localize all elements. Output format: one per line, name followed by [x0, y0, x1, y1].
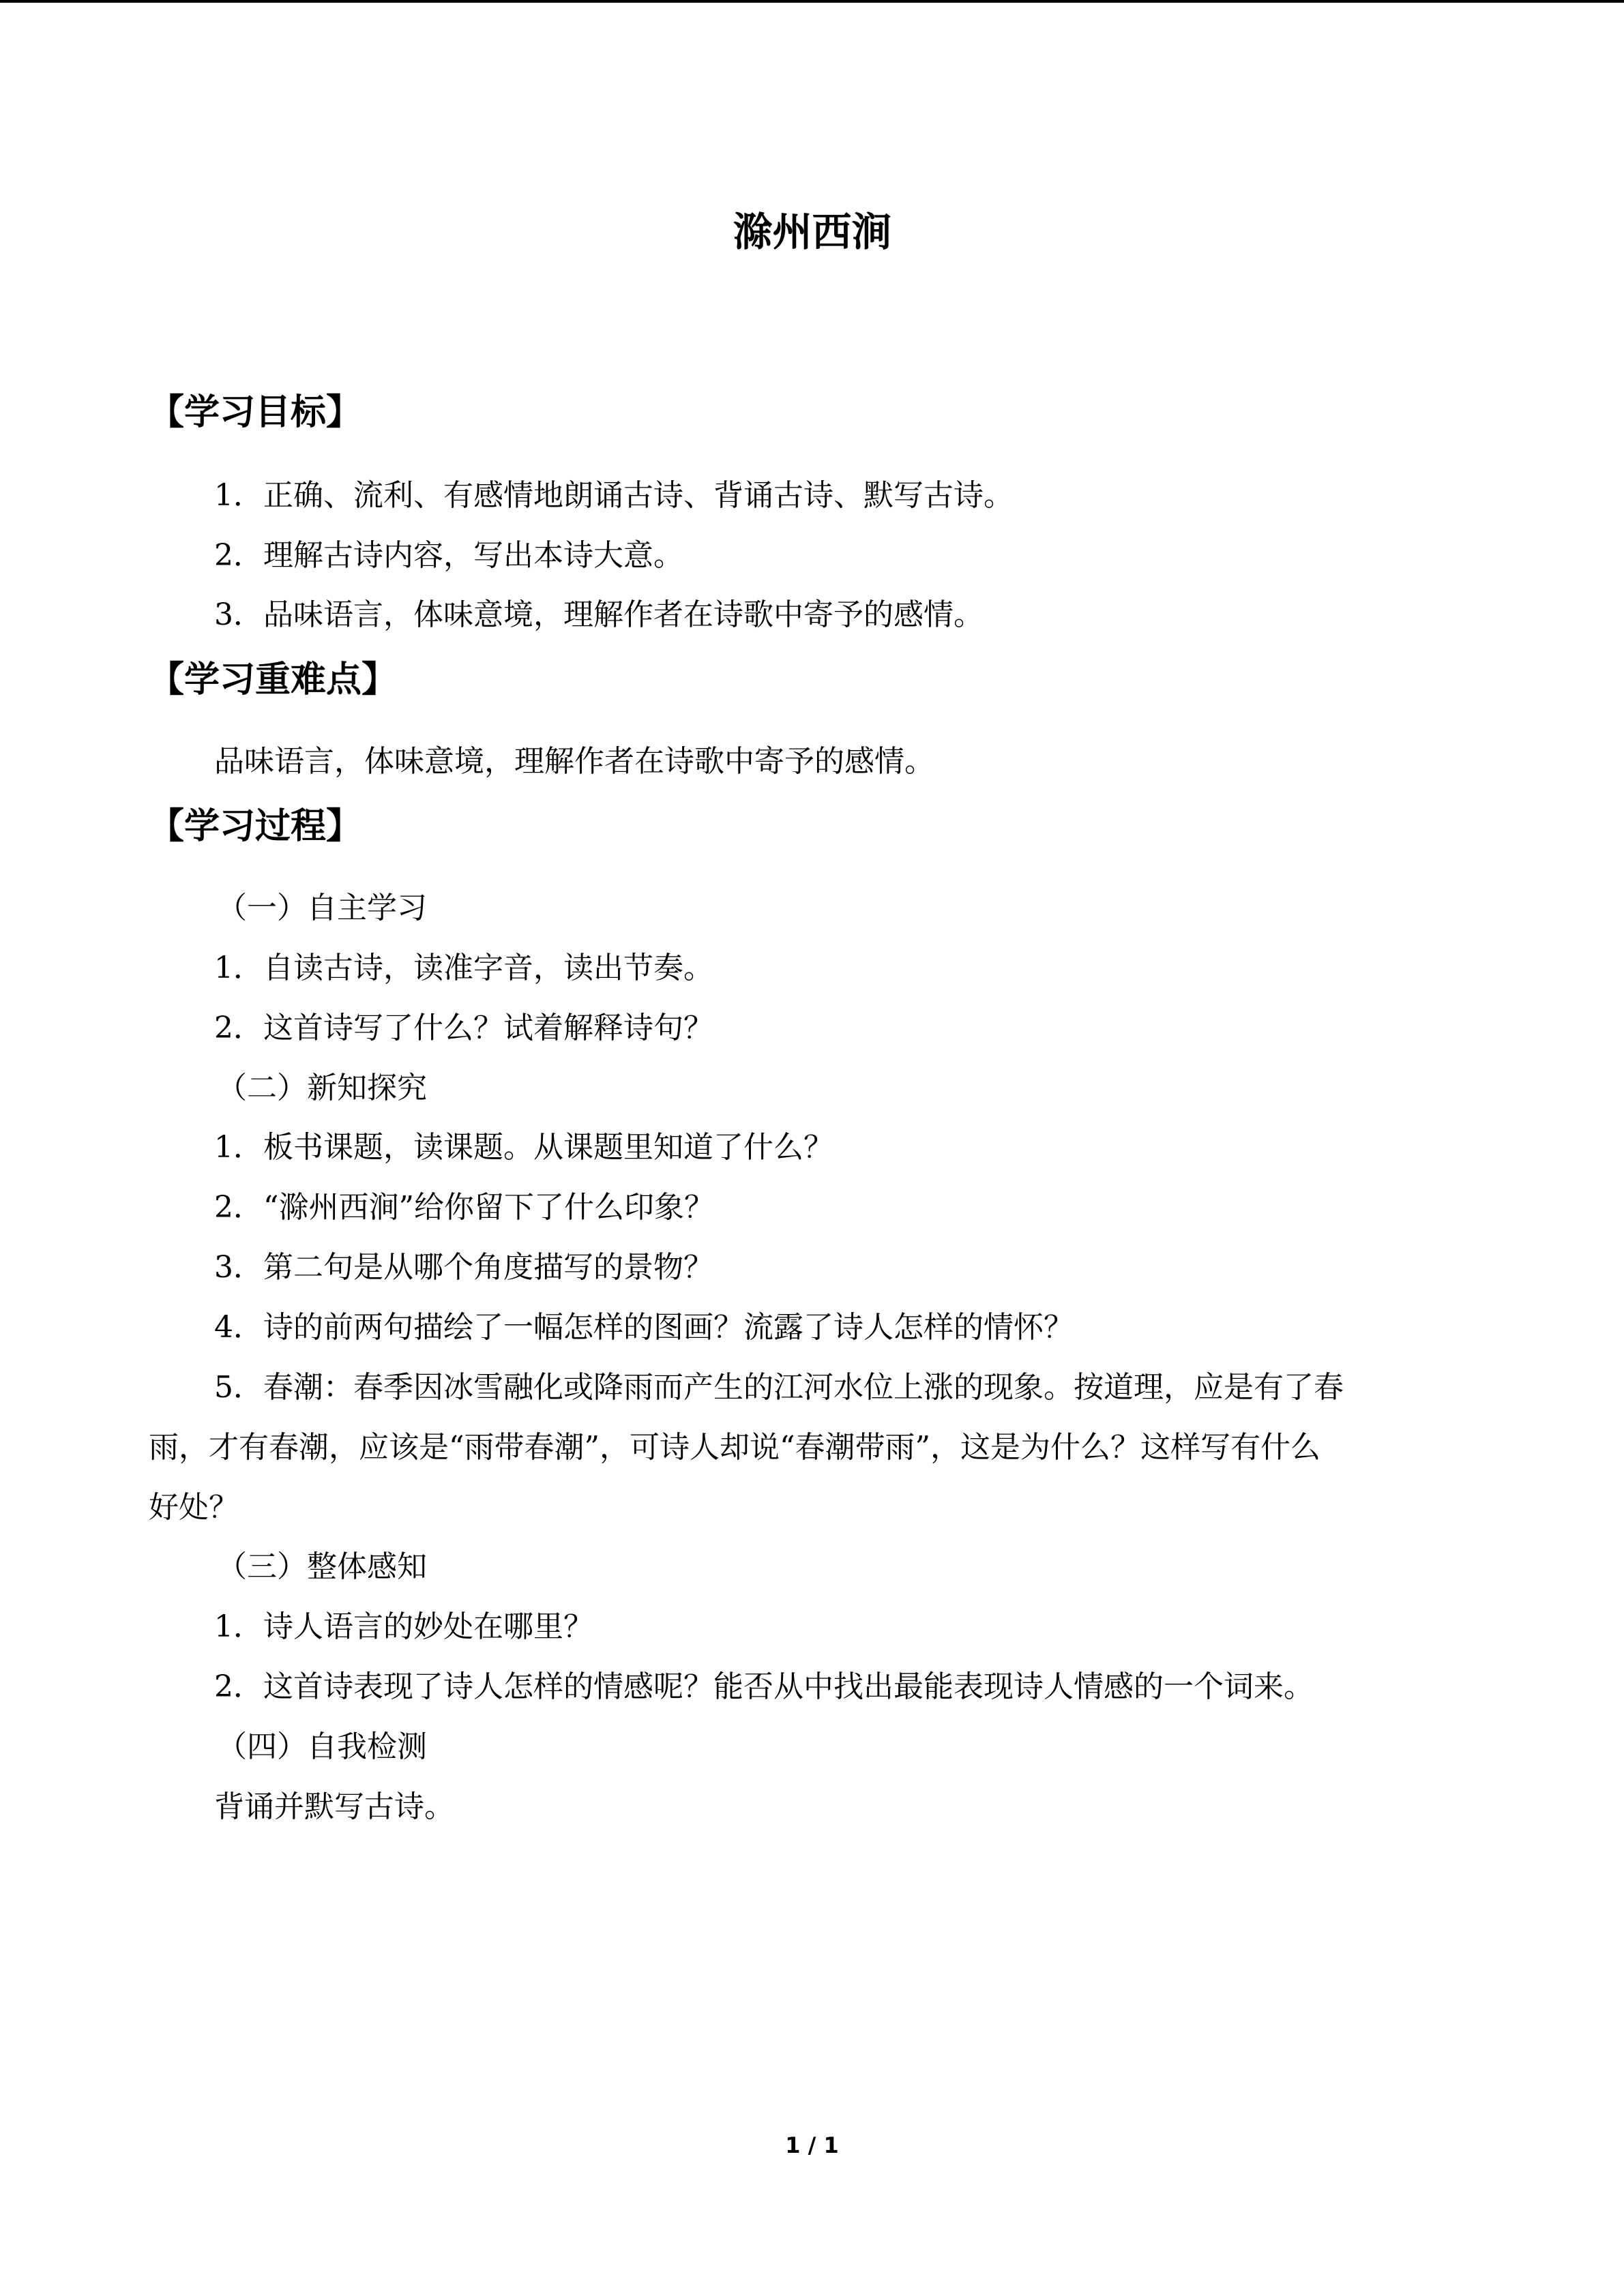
- objective-item-2: 2．理解古诗内容，写出本诗大意。: [214, 538, 683, 573]
- part1-title: （一）自主学习: [217, 891, 427, 925]
- objective-item-3: 3．品味语言，体味意境，理解作者在诗歌中寄予的感情。: [214, 597, 984, 632]
- heading-objectives: 【学习目标】: [149, 392, 362, 433]
- key-points-text: 品味语言，体味意境，理解作者在诗歌中寄予的感情。: [214, 744, 934, 779]
- part2-item-2: 2．“滁州西涧”给你留下了什么印象？: [214, 1190, 714, 1225]
- part1-item-2: 2．这首诗写了什么？试着解释诗句？: [214, 1011, 713, 1045]
- part2-item-1: 1．板书课题，读课题。从课题里知道了什么？: [214, 1130, 833, 1165]
- part4-text: 背诵并默写古诗。: [214, 1789, 454, 1824]
- part2-title: （二）新知探究: [217, 1071, 427, 1105]
- page-number: 1 / 1: [785, 2132, 839, 2158]
- objective-item-1: 1．正确、流利、有感情地朗诵古诗、背诵古诗、默写古诗。: [214, 478, 1014, 513]
- part2-item-3: 3．第二句是从哪个角度描写的景物？: [214, 1250, 713, 1285]
- part3-title: （三）整体感知: [217, 1549, 427, 1584]
- part2-item-5-line-2: 雨，才有春潮，应该是“雨带春潮”，可诗人却说“春潮带雨”，这是为什么？这样写有什么: [149, 1430, 1320, 1465]
- part1-item-1: 1．自读古诗，读准字音，读出节奏。: [214, 951, 713, 985]
- part3-item-1: 1．诗人语言的妙处在哪里？: [214, 1609, 593, 1644]
- part2-item-5-line-3: 好处？: [149, 1490, 239, 1525]
- part4-title: （四）自我检测: [217, 1729, 427, 1764]
- part2-item-4: 4．诗的前两句描绘了一幅怎样的图画？流露了诗人怎样的情怀？: [214, 1310, 1074, 1345]
- heading-key-points: 【学习重难点】: [149, 659, 398, 700]
- part2-item-5-line-1: 5．春潮：春季因冰雪融化或降雨而产生的江河水位上涨的现象。按道理，应是有了春: [214, 1370, 1344, 1405]
- document-title: 滁州西涧: [733, 209, 891, 255]
- heading-process: 【学习过程】: [149, 806, 362, 847]
- part3-item-2: 2．这首诗表现了诗人怎样的情感呢？能否从中找出最能表现诗人情感的一个词来。: [214, 1669, 1314, 1704]
- top-border-line: [0, 0, 1624, 3]
